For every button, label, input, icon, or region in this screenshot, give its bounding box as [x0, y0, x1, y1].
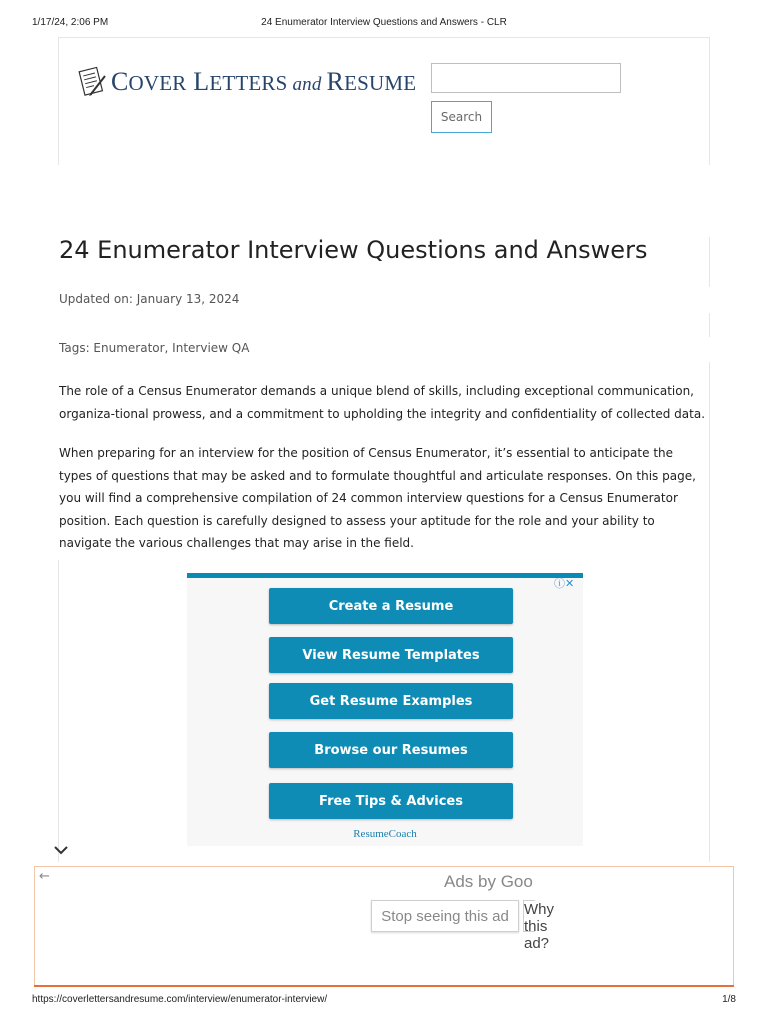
updated-date: Updated on: January 13, 2024 — [59, 292, 240, 306]
browse-resumes-button[interactable]: Browse our Resumes — [269, 732, 513, 768]
free-tips-button[interactable]: Free Tips & Advices — [269, 783, 513, 819]
create-resume-button[interactable]: Create a Resume — [269, 588, 513, 624]
get-resume-examples-button[interactable]: Get Resume Examples — [269, 683, 513, 719]
ad-top-bar — [187, 573, 583, 578]
stop-seeing-ad-button[interactable]: Stop seeing this ad — [371, 900, 519, 932]
frame-line-left — [58, 37, 59, 165]
ad-brand[interactable]: ResumeCoach — [353, 828, 417, 840]
chevron-down-icon[interactable] — [52, 843, 70, 857]
tags: Tags: Enumerator, Interview QA — [59, 341, 250, 355]
ads-by-google-label: Ads by Goo — [444, 872, 533, 891]
frame-line-right-4 — [709, 362, 710, 862]
body-paragraph: When preparing for an interview for the position of Census Enumerator, it’s essential to anticipate the types of questions that may be asked and to formulate thoughtful and articulate responses. On this page, you will find a comprehensive compilation of 24 common interview questions for a Census Enumerator position. Each question is carefully designed to assess your aptitude for the role and your ability to navigate the various challenges that may arise in the field. — [59, 446, 696, 550]
page-counter: 1/8 — [722, 994, 736, 1005]
frame-line-top — [58, 37, 710, 38]
print-doc-title: 24 Enumerator Interview Questions and Answers - CLR — [261, 17, 507, 28]
why-this-ad-button[interactable]: Why this ad? — [524, 901, 554, 952]
frame-line-right-3 — [709, 313, 710, 337]
search-input[interactable] — [431, 63, 621, 93]
ad-choices-icon[interactable]: ⓘ✕ — [554, 577, 575, 590]
print-date: 1/17/24, 2:06 PM — [32, 17, 109, 28]
back-arrow-icon[interactable]: ← — [39, 869, 50, 884]
frame-line-left-2 — [58, 560, 59, 862]
frame-line-right — [709, 37, 710, 165]
document-pen-icon — [77, 66, 107, 98]
search-button[interactable]: Search — [431, 101, 492, 133]
view-resume-templates-button[interactable]: View Resume Templates — [269, 637, 513, 673]
ad-unit — [187, 573, 583, 846]
ad-bar-accent-line — [34, 985, 734, 987]
site-logo[interactable] — [77, 64, 416, 100]
print-url: https://coverlettersandresume.com/interview/enumerator-interview/ — [32, 994, 328, 1005]
frame-line-right-2 — [709, 237, 710, 287]
site-logo-text: COVER LETTERS and RESUME — [111, 67, 417, 96]
page-title: 24 Enumerator Interview Questions and Answers — [59, 236, 648, 264]
anchor-ad-bar — [34, 866, 734, 986]
intro-paragraph: The role of a Census Enumerator demands a unique blend of skills, including exceptional communication, organiza-tional prowess, and a commitment to upholding the integrity and confidentiality of collected data. — [59, 384, 706, 421]
